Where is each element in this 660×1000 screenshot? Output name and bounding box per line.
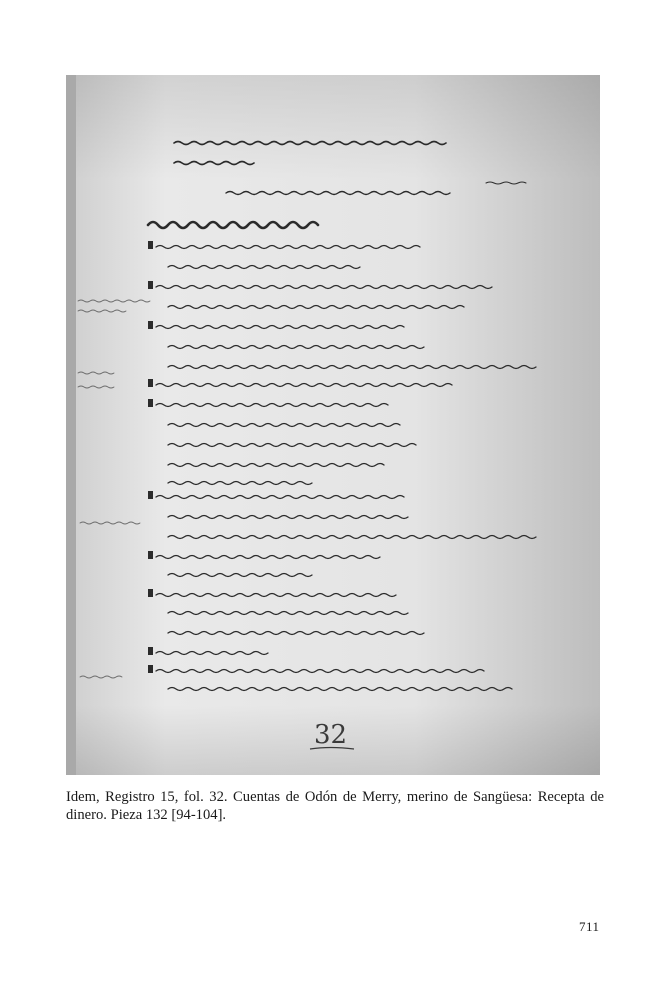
manuscript-photograph — [66, 75, 600, 775]
folio-number: 32 — [314, 720, 348, 750]
figure-caption: Idem, Registro 15, fol. 32. Cuentas de Odón de Merry, merino de Sangüesa: Recepta de dinero. Pieza 132 [94-104]. — [66, 789, 604, 823]
manuscript-folio-image — [66, 75, 600, 775]
page-number: 711 — [579, 919, 600, 934]
